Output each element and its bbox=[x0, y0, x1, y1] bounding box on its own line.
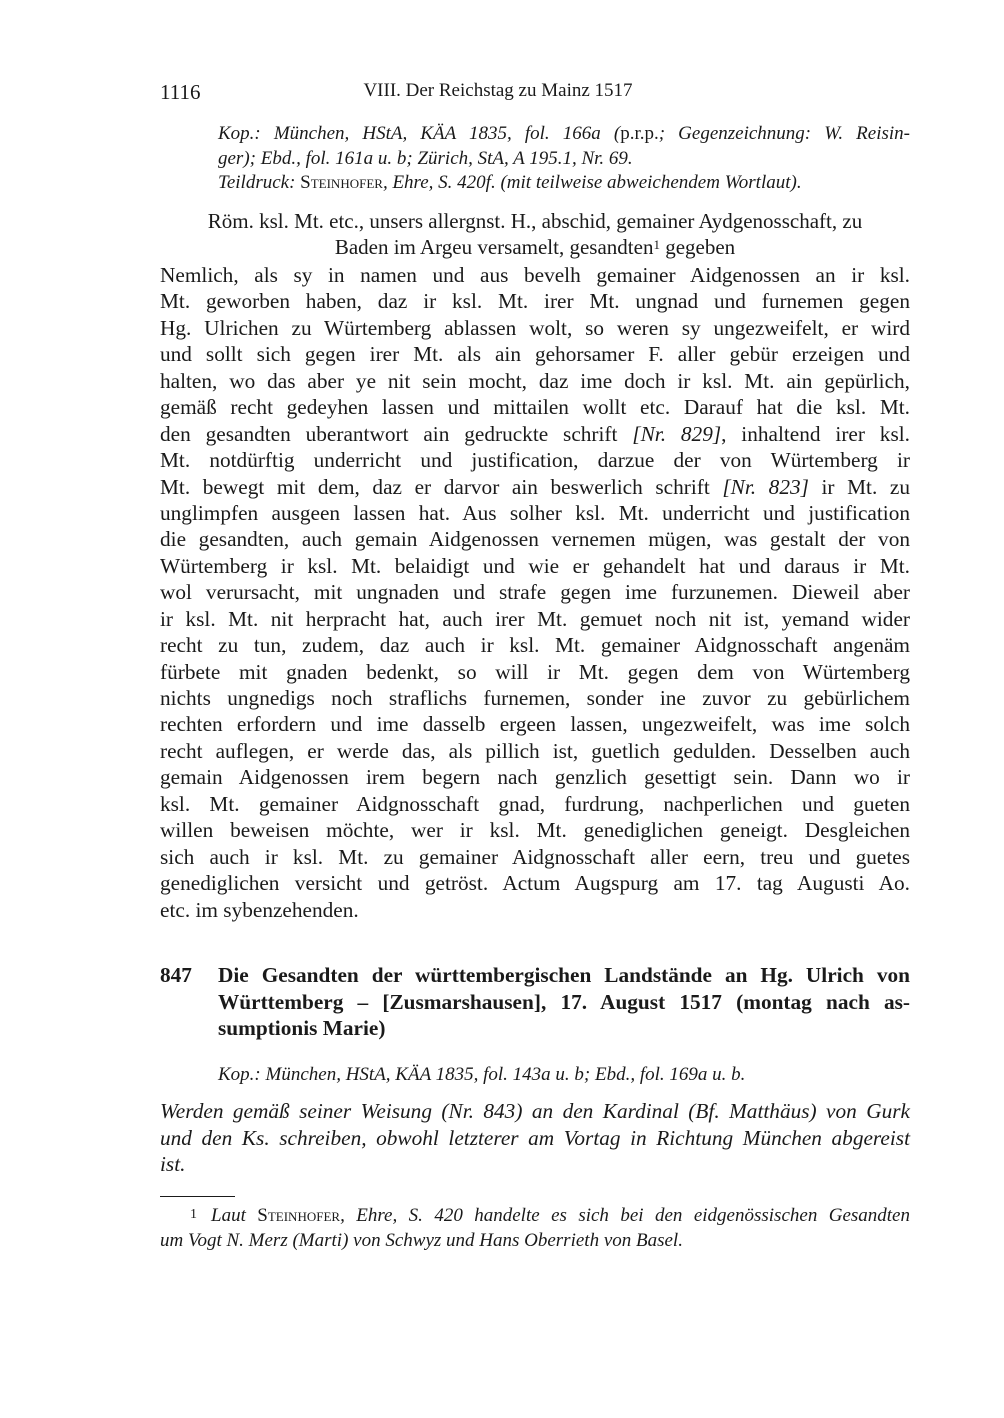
body-line: sich auch ir ksl. Mt. zu gemainer Aidgnosschaft aller eern, treu und guetes bbox=[160, 844, 910, 869]
body-line: Mt. notdürftig underricht und justification, darzue der von Würtemberg ir bbox=[160, 448, 910, 473]
body-line: den gesandten uberantwort ain gedruckte schrift [Nr. 829], inhaltend irer ksl. bbox=[160, 421, 910, 446]
body-line: Mt. geworben haben, daz ir ksl. Mt. irer Mt. ungnad und furnemen gegen bbox=[160, 289, 910, 314]
footnote-mark: 1 bbox=[190, 1207, 197, 1222]
body-line: halten, wo das aber ye nit sein mocht, daz ime doch ir ksl. Mt. ain gepürlich, bbox=[160, 368, 910, 393]
body-line: recht zu tun, zudem, daz auch ir ksl. Mt. gemainer Aidgnosschaft angenäm bbox=[160, 633, 910, 658]
author-name: Steinhofer bbox=[257, 1205, 341, 1226]
source-citations bbox=[218, 122, 910, 196]
footnote-line: um Vogt N. Merz (Marti) von Schwyz und Hans Oberrieth von Basel. bbox=[160, 1229, 683, 1251]
source-line: Kop.: München, HStA, KÄA 1835, fol. 166a (p.r.p.; Gegenzeichnung: W. Reisin- bbox=[218, 123, 910, 144]
document-body bbox=[160, 262, 910, 923]
author-name: Steinhofer bbox=[300, 172, 383, 193]
body-line: fürbete mit gnaden bedenkt, so will ir Mt. gegen dem von Würtemberg bbox=[160, 659, 910, 684]
cross-reference: [Nr. 829] bbox=[632, 421, 722, 446]
body-line: wol verursacht, mit ungnaden und strafe gegen ime furzunemen. Dieweil aber bbox=[160, 580, 910, 605]
body-line: gemain Aidgenossen irem begern nach genzlich gesettigt sein. Dann wo ir bbox=[160, 765, 910, 790]
body-line: Mt. bewegt mit dem, daz er darvor ain beswerlich schrift [Nr. 823] ir Mt. zu bbox=[160, 474, 910, 499]
entry-847-summary bbox=[160, 1098, 910, 1178]
heading-line: Baden im Argeu versamelt, gesandten$^1$ gegeben bbox=[334, 235, 736, 259]
body-line: ir ksl. Mt. nit herpracht hat, auch irer Mt. gemuet noch nit ist, yemand wider bbox=[160, 606, 910, 631]
entry-847-sources: Kop.: München, HStA, KÄA 1835, fol. 143a u. b; Ebd., fol. 169a u. b. bbox=[218, 1064, 746, 1085]
document-heading bbox=[160, 208, 910, 260]
source-line: Teildruck: Steinhofer, Ehre, S. 420f. (mit teilweise abweichendem Wortlaut). bbox=[218, 172, 802, 193]
source-line: ger); Ebd., fol. 161a u. b; Zürich, StA, A 195.1, Nr. 69. bbox=[218, 147, 633, 169]
body-line: und sollt sich gegen irer Mt. als ain gehorsamer F. aller gebür erzeigen und bbox=[160, 342, 910, 367]
heading-line: Röm. ksl. Mt. etc., unsers allergnst. H., abschid, gemainer Aydgenosschaft, zu bbox=[207, 209, 863, 233]
running-head bbox=[160, 80, 910, 108]
footnote bbox=[160, 1204, 910, 1253]
footnote-divider bbox=[160, 1196, 235, 1197]
entry-title-line: sumptionis Marie) bbox=[218, 1016, 386, 1040]
footnote-reference: 1 bbox=[653, 237, 660, 252]
body-line: nichts ungnedigs noch straflichs furnemen, sonder ine zuvor zu gebürlichem bbox=[160, 686, 910, 710]
entry-title-line: Die Gesandten der württembergischen Landstände an Hg. Ulrich von bbox=[218, 963, 910, 987]
body-line: Würtemberg ir ksl. Mt. belaidigt und wie er gehandelt hat und daraus ir Mt. bbox=[160, 553, 910, 578]
entry-number: 847 bbox=[160, 963, 192, 987]
entry-title-line: Württemberg – [Zusmarshausen], 17. August 1517 (montag nach as- bbox=[218, 989, 910, 1014]
body-line: genediglichen versicht und getröst. Actum Augspurg am 17. tag Augusti Ao. bbox=[160, 871, 910, 896]
running-title: VIII. Der Reichstag zu Mainz 1517 bbox=[363, 80, 633, 101]
body-line: etc. im sybenzehenden. bbox=[160, 897, 359, 922]
cross-reference: [Nr. 823] bbox=[722, 474, 809, 499]
body-line: rechten erfordern und ime dasselb ergeen lassen, ungezweifelt, was ime solch bbox=[160, 712, 910, 737]
body-line: ksl. Mt. gemainer Aidgnosschaft gnad, furdrung, nachperlichen und gueten bbox=[160, 791, 910, 816]
body-line: Hg. Ulrichen zu Würtemberg ablassen wolt, so weren sy ungezweifelt, er wird bbox=[160, 315, 910, 340]
body-line: unglimpfen ausgeen lassen hat. Aus solher ksl. Mt. underricht und justification bbox=[160, 500, 910, 525]
page-number: 1116 bbox=[160, 80, 201, 104]
summary-line: und den Ks. schreiben, obwohl letzterer am Vortag in Richtung München abgereist bbox=[160, 1125, 910, 1150]
entry-title bbox=[218, 962, 910, 1042]
body-line: die gesandten, auch gemain Aidgenossen vernemen mügen, was gestalt der von bbox=[160, 527, 910, 552]
body-line: recht auflegen, er werde das, als pillich ist, guetlich gedulden. Desselben auch bbox=[160, 738, 910, 763]
footnote-line: $^1$ Laut Steinhofer, Ehre, S. 420 handelte es sich bei den eidgenössischen Gesandten bbox=[190, 1205, 910, 1226]
body-line: willen beweisen möchte, wer ir ksl. Mt. genediglichen geneigt. Desgleichen bbox=[160, 818, 910, 843]
summary-line: ist. bbox=[160, 1152, 186, 1176]
summary-line: Werden gemäß seiner Weisung (Nr. 843) an den Kardinal (Bf. Matthäus) von Gurk bbox=[160, 1099, 910, 1123]
body-line: Nemlich, als sy in namen und aus bevelh gemainer Aidgenossen an ir ksl. bbox=[160, 263, 910, 287]
body-line: gemäß recht gedeyhen lassen und mittailen wollt etc. Darauf hat die ksl. Mt. bbox=[160, 395, 910, 420]
